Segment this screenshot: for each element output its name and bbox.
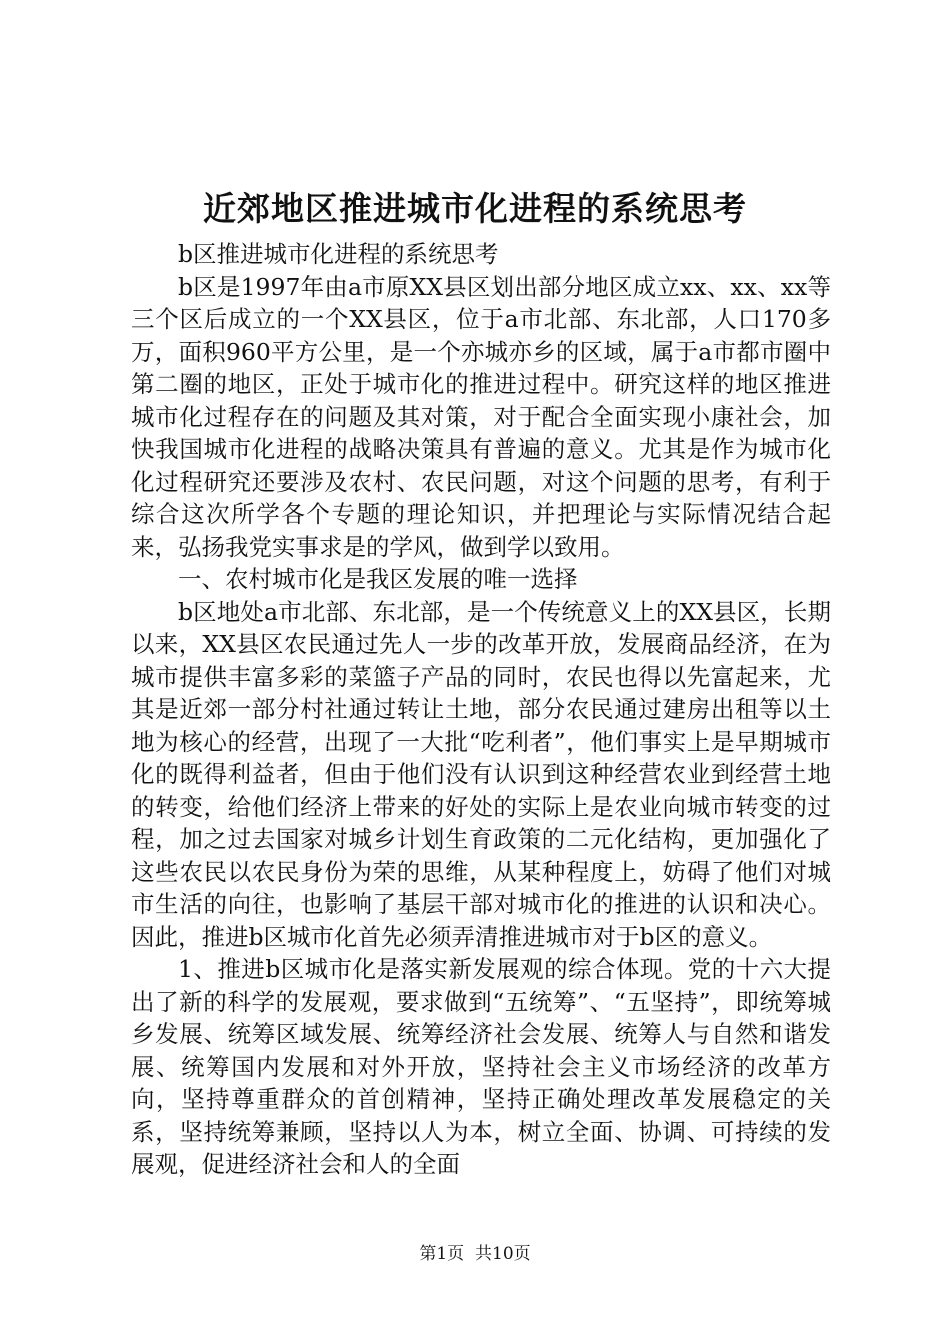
paragraph-subtitle: b区推进城市化进程的系统思考 <box>178 240 499 268</box>
page-number: 第1页 <box>419 1244 465 1264</box>
paragraph-point-one: 1、推进b区城市化是落实新发展观的综合体现。党的十六大提出了新的科学的发展观，要求做到“五统筹”、“五坚持”，即统筹城乡发展、统筹区域发展、统筹经济社会发展、统筹人与自然和谐发展、统筹国内发展和对外开放，坚持社会主义市场经济的改革方向，坚持尊重群众的首创精神，坚持正确处理改革发展稳定的关系，坚持统筹兼顾，坚持以人为本，树立全面、协调、可持续的发展观，促进经济社会和人的全面 <box>131 955 831 1178</box>
section-heading: 一、农村城市化是我区发展的唯一选择 <box>178 565 578 593</box>
page-total: 共10页 <box>475 1244 531 1264</box>
paragraph-section-one: b区地处a市北部、东北部，是一个传统意义上的XX县区，长期以来，XX县区农民通过先人一步的改革开放，发展商品经济，在为城市提供丰富多彩的菜篮子产品的同时，农民也得以先富起来，尤其是近郊一部分村社通过转让土地，部分农民通过建房出租等以土地为核心的经营，出现了一大批“吃利者”，他们事实上是早期城市化的既得利益者，但由于他们没有认识到这种经营农业到经营土地的转变，给他们经济上带来的好处的实际上是农业向城市转变的过程，加之过去国家对城乡计划生育政策的二元化结构，更加强化了这些农民以农民身份为荣的思维，从某种程度上，妨碍了他们对城市生活的向往，也影响了基层干部对城市化的推进的认识和决心。因此，推进b区城市化首先必须弄清推进城市对于b区的意义。 <box>131 597 831 951</box>
page-footer <box>0 1242 950 1266</box>
paragraph-intro: b区是1997年由a市原XX县区划出部分地区成立xx、xx、xx等三个区后成立的一个XX县区，位于a市北部、东北部，人口170多万，面积960平方公里，是一个亦城亦乡的区域，属于a市都市圈中第二圈的地区，正处于城市化的推进过程中。研究这样的地区推进城市化过程存在的问题及其对策，对于配合全面实现小康社会，加快我国城市化进程的战略决策具有普遍的意义。尤其是作为城市化化过程研究还要涉及农村、农民问题，对这个问题的思考，有利于综合这次所学各个专题的理论知识，并把理论与实际情况结合起来，弘扬我党实事求是的学风，做到学以致用。 <box>131 272 831 561</box>
document-body <box>131 238 831 1181</box>
document-title: 近郊地区推进城市化进程的系统思考 <box>203 189 747 228</box>
